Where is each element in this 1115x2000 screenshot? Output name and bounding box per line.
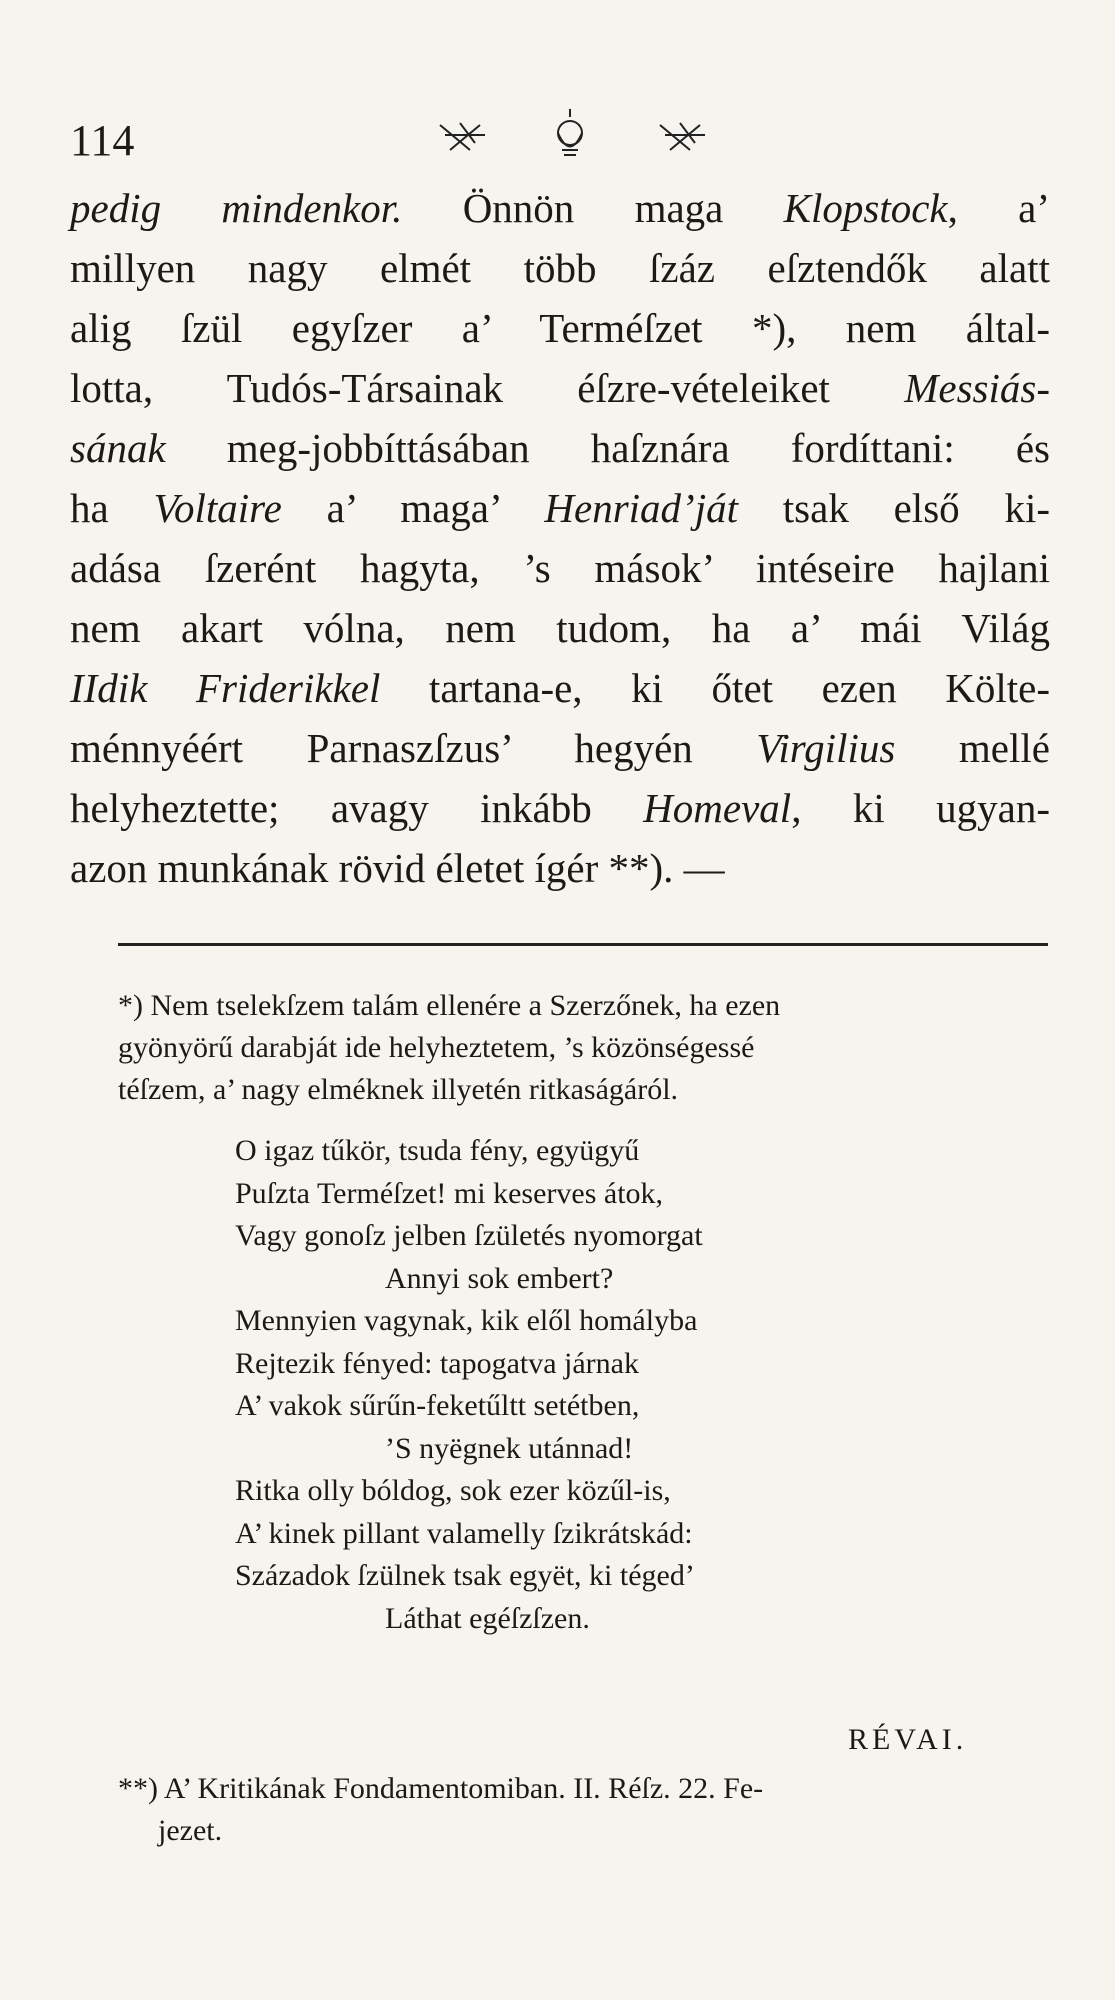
text-line: ha Voltaire a’ maga’ Henriad’ját tsak első ki-	[70, 485, 1050, 531]
footnote-line: **) A’ Kritikának Fondamentomiban. II. Réſz. 22. Fe-	[118, 1772, 764, 1805]
footnote-1	[118, 985, 1058, 1111]
text-line: sának meg-jobbíttásában haſznára fordíttani: és	[70, 425, 1050, 471]
footnote-line: gyönyörű darabját ide helyheztetem, ’s közönségessé	[118, 1031, 755, 1064]
text-line: ménnyéért Parnaszſzus’ hegyén Virgilius mellé	[70, 725, 1050, 771]
text-line: adása ſzerént hagyta, ’s mások’ intéseire hajlani	[70, 545, 1050, 591]
page-number: 114	[70, 116, 135, 165]
poem-line: Századok ſzülnek tsak egyët, ki téged’	[235, 1559, 695, 1592]
poem	[235, 1130, 703, 1640]
poem-line: Vagy gonoſz jelben ſzületés nyomorgat	[235, 1219, 703, 1252]
poem-line: Mennyien vagynak, kik elől homályba	[235, 1304, 698, 1337]
text-line: lotta, Tudós-Társainak éſzre-vételeiket Messiás-	[70, 365, 1050, 411]
text-line: alig ſzül egyſzer a’ Terméſzet *), nem által-	[70, 305, 1050, 351]
poem-line: Rejtezik fényed: tapogatva járnak	[235, 1346, 639, 1380]
text-line: nem akart vólna, nem tudom, ha a’ mái Világ	[70, 605, 1050, 651]
text-line: azon munkának rövid életet ígér **). —	[70, 845, 725, 891]
footnote-line: *) Nem tselekſzem talám ellenére a Szerzőnek, ha ezen	[118, 989, 781, 1022]
text-line: pedig mindenkor. Önnön maga Klopstock, a’	[70, 185, 1050, 231]
poem-line: Láthat egéſzſzen.	[385, 1601, 590, 1635]
poem-line: A’ kinek pillant valamelly ſzikrátskád:	[235, 1516, 693, 1550]
text-line: millyen nagy elmét több ſzáz eſztendők alatt	[70, 245, 1050, 291]
poem-line: Ritka olly bóldog, sok ezer közűl-is,	[235, 1474, 671, 1507]
footnote-line: jezet.	[158, 1814, 223, 1847]
main-text	[70, 178, 1050, 898]
text-line: IIdik Friderikkel tartana-e, ki őtet ezen Költe-	[70, 665, 1050, 711]
footnote-divider	[118, 943, 1048, 946]
footnote-2	[118, 1768, 1058, 1852]
poem-line: ’S nyëgnek utánnad!	[385, 1431, 634, 1465]
poem-line: A’ vakok sűrűn-feketűltt setétben,	[235, 1389, 640, 1422]
ornament-icon	[430, 105, 710, 165]
signature: RÉVAI.	[848, 1723, 968, 1756]
footnote-line: téſzem, a’ nagy elméknek illyetén ritkaságáról.	[118, 1073, 679, 1106]
poem-line: Annyi sok embert?	[385, 1261, 614, 1295]
text-line: helyheztette; avagy inkább Homeval, ki ugyan-	[70, 785, 1050, 831]
poem-line: O igaz tűkör, tsuda fény, együgyű	[235, 1134, 640, 1167]
poem-line: Puſzta Terméſzet! mi keserves átok,	[235, 1176, 664, 1210]
